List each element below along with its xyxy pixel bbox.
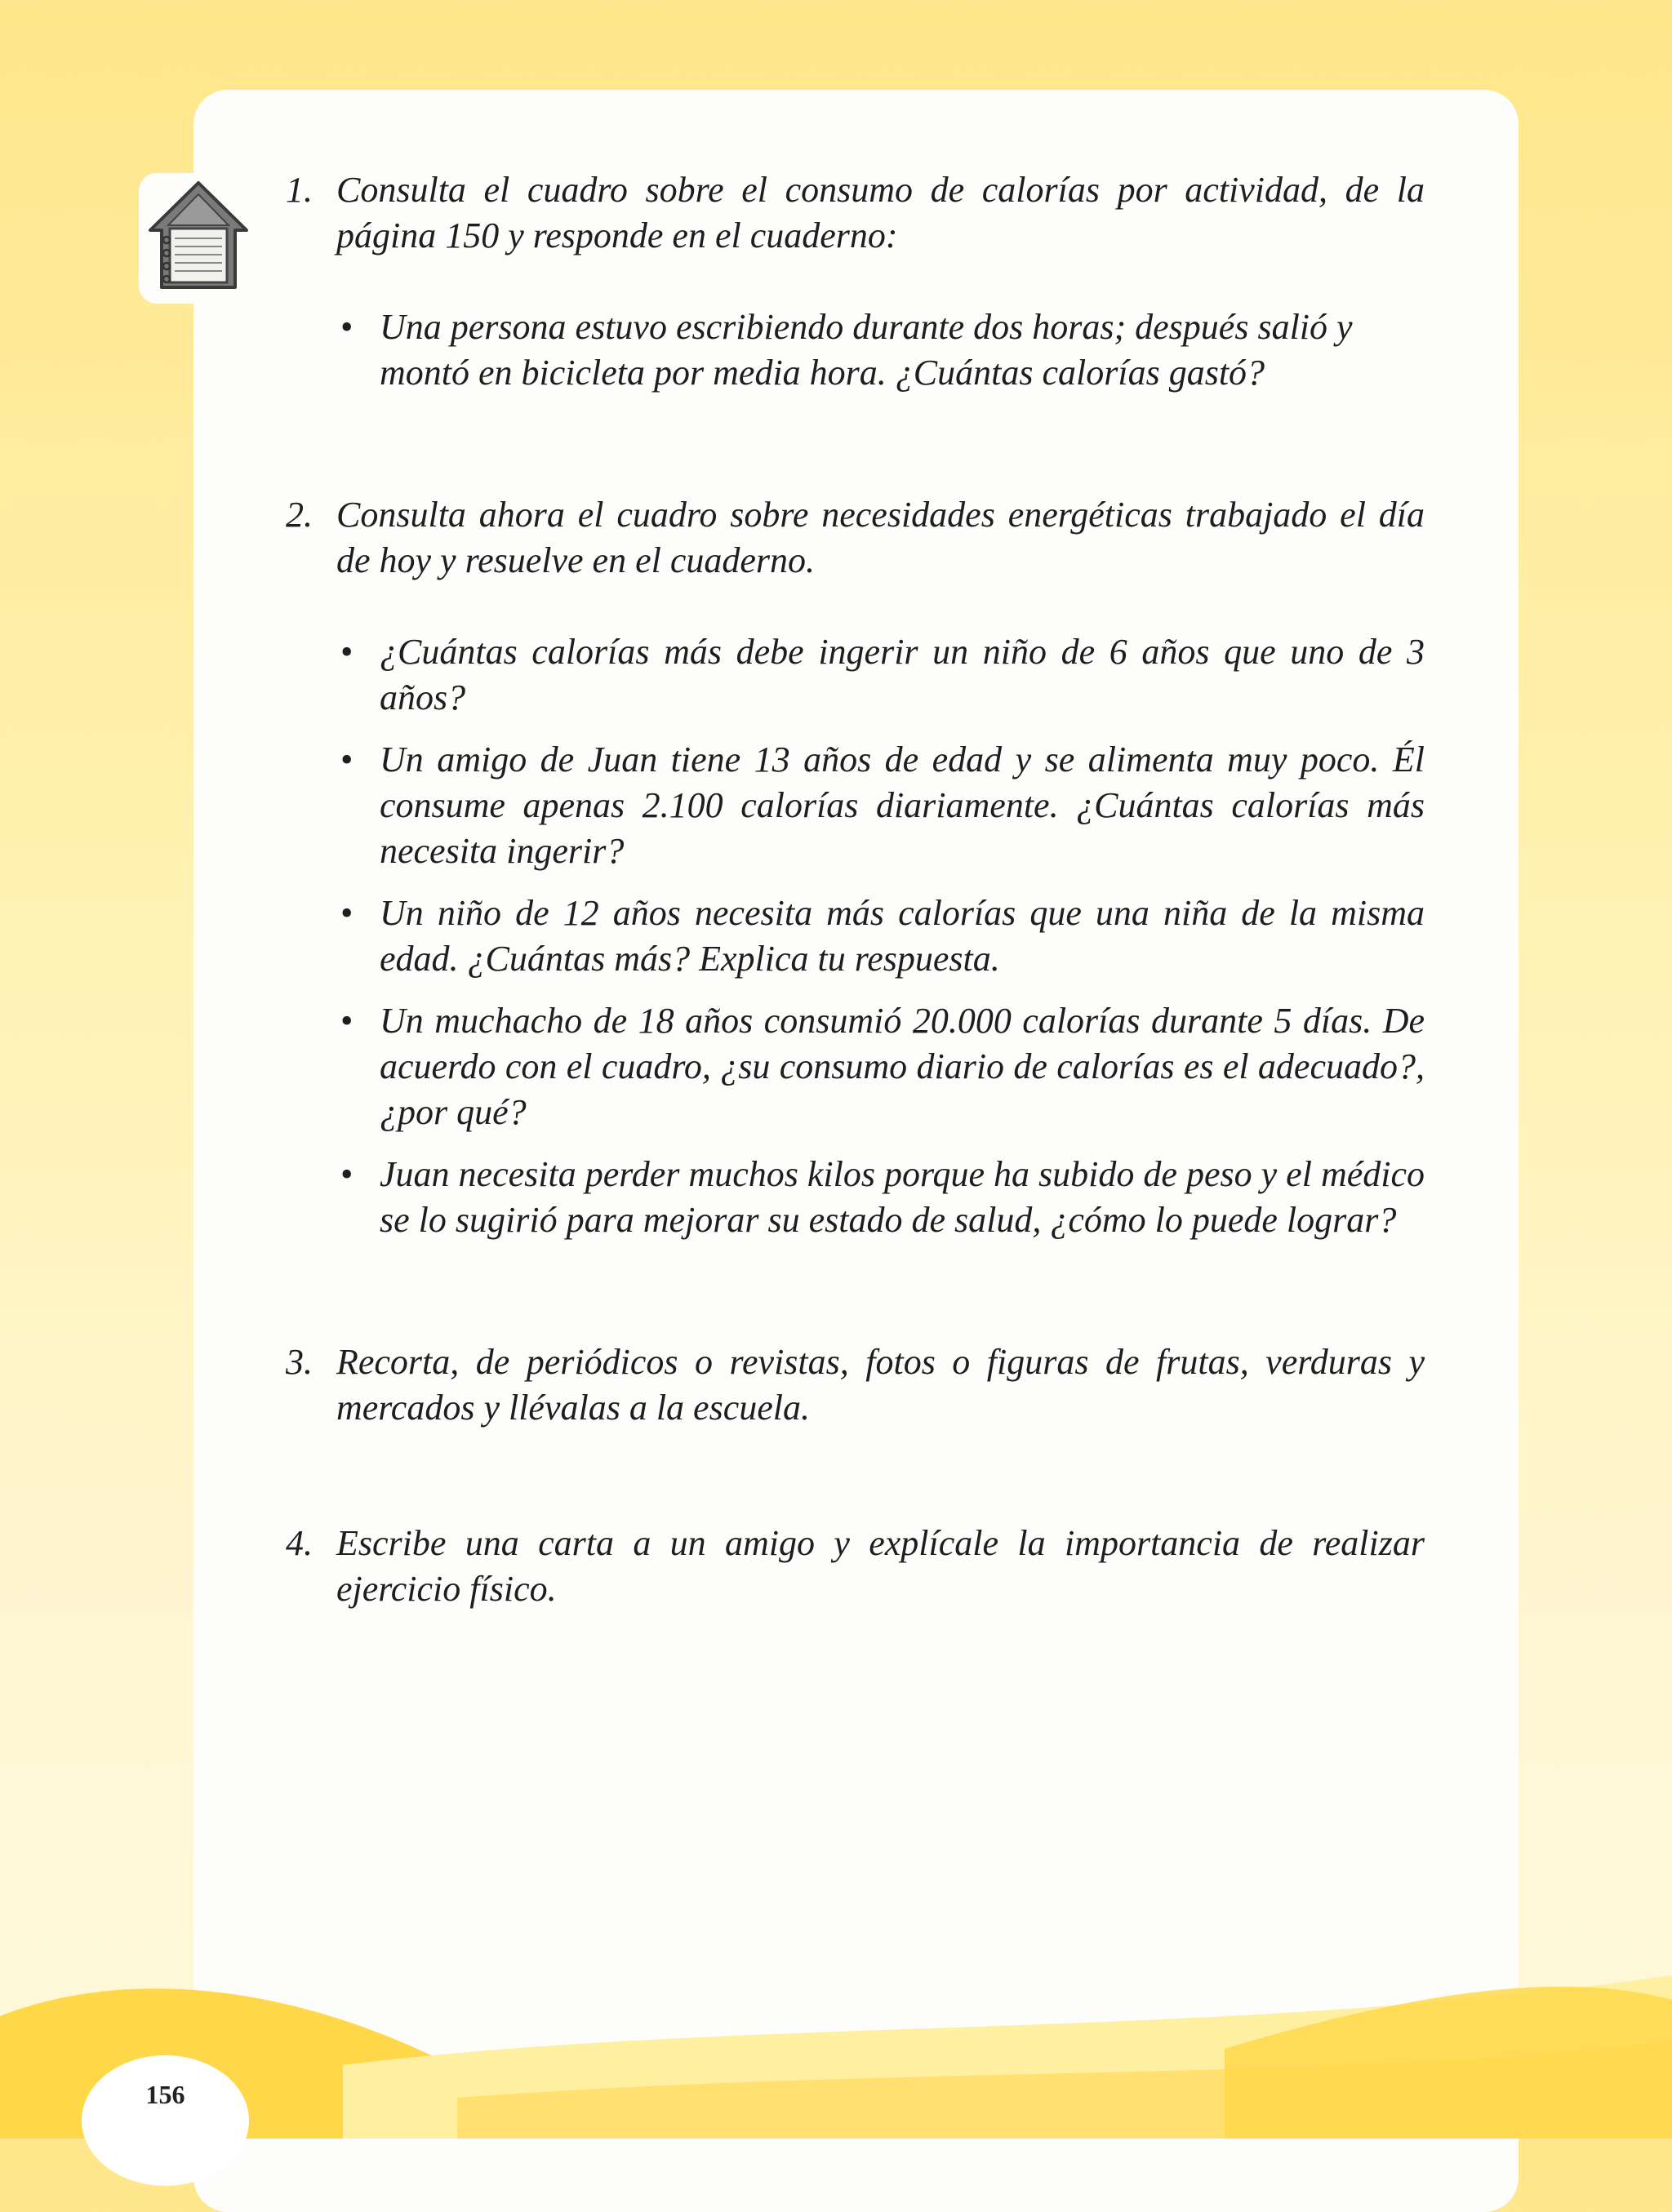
exercise-number: 3. bbox=[286, 1342, 313, 1382]
exercise-2-questions bbox=[286, 629, 1425, 1243]
exercise-text: Recorta, de periódicos o revistas, fotos o figuras de frutas, verduras y mercados y llévalas a la escuela. bbox=[336, 1342, 1425, 1428]
exercise-text: Consulta el cuadro sobre el consumo de calorías por actividad, de la página 150 y responde en el cuaderno: bbox=[336, 170, 1425, 255]
exercise-list bbox=[286, 167, 1425, 1612]
question-item: • Una persona estuvo escribiendo durante dos horas; después salió y montó en bicicleta por media hora. ¿Cuántas calorías gastó? bbox=[286, 304, 1425, 396]
exercise-item-1 bbox=[286, 167, 1425, 259]
page-number bbox=[82, 2055, 249, 2186]
question-item: • Un muchacho de 18 años consumió 20.000 calorías durante 5 días. De acuerdo con el cuadro, ¿su consumo diario de calorías es el adecuado?, ¿por qué? bbox=[286, 998, 1425, 1135]
exercise-item-3 bbox=[286, 1339, 1425, 1431]
exercise-text: Consulta ahora el cuadro sobre necesidades energéticas trabajado el día de hoy y resuelve en el cuaderno. bbox=[336, 495, 1425, 580]
question-item: • Un niño de 12 años necesita más calorías que una niña de la misma edad. ¿Cuántas más? Explica tu respuesta. bbox=[286, 891, 1425, 982]
exercise-text: Escribe una carta a un amigo y explícale la importancia de realizar ejercicio físico. bbox=[336, 1523, 1425, 1609]
exercise-number: 1. bbox=[286, 170, 313, 210]
page-number-text: 156 bbox=[145, 2080, 185, 2109]
exercise-item-4 bbox=[286, 1521, 1425, 1612]
notebook-house-icon bbox=[147, 180, 250, 291]
exercise-item-2 bbox=[286, 492, 1425, 584]
exercise-number: 2. bbox=[286, 495, 313, 535]
question-item: • Un amigo de Juan tiene 13 años de edad y se alimenta muy poco. Él consume apenas 2.100 calorías diariamente. ¿Cuántas calorías más necesita ingerir? bbox=[286, 737, 1425, 874]
question-item: • Juan necesita perder muchos kilos porque ha subido de peso y el médico se lo sugirió para mejorar su estado de salud, ¿cómo lo puede lograr? bbox=[286, 1152, 1425, 1243]
exercise-1-questions bbox=[286, 304, 1425, 396]
exercise-number: 4. bbox=[286, 1523, 313, 1563]
bottom-wave-decoration bbox=[0, 1943, 1672, 2139]
question-item: • ¿Cuántas calorías más debe ingerir un niño de 6 años que uno de 3 años? bbox=[286, 629, 1425, 721]
